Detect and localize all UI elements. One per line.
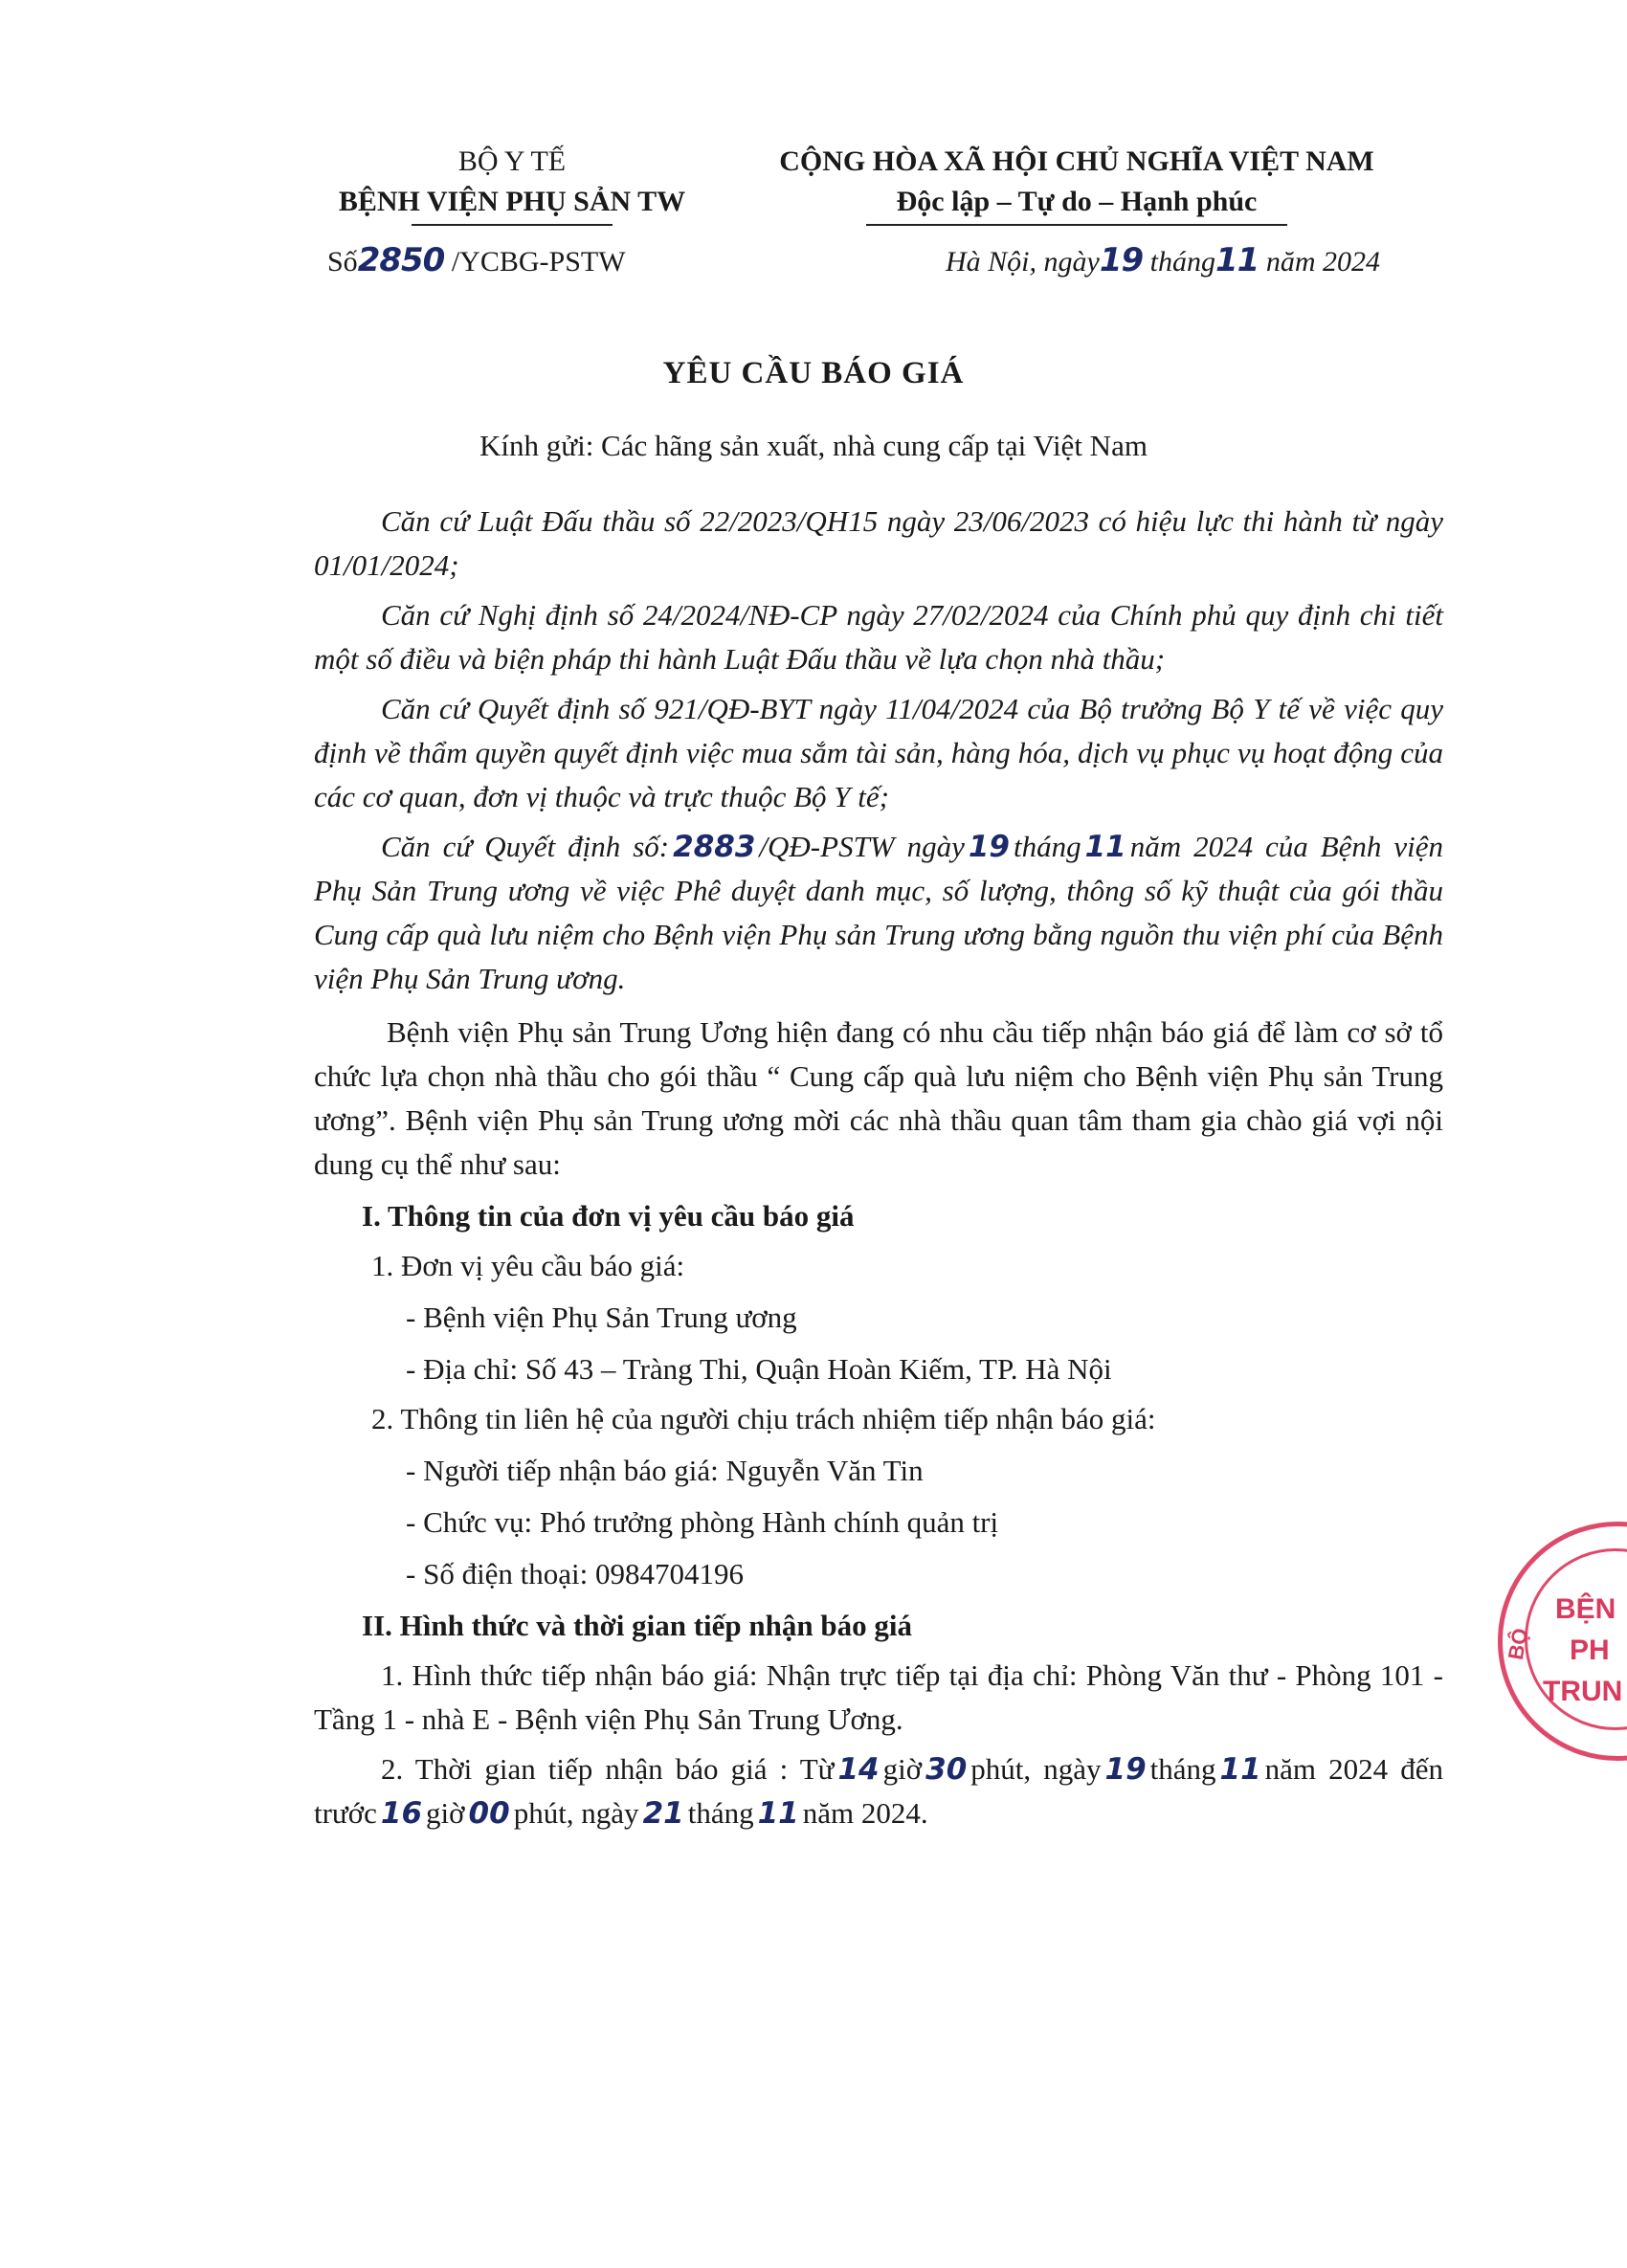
to-hour: 16 xyxy=(380,1796,423,1831)
time-text-g: phút, ngày xyxy=(513,1796,639,1830)
legal-basis-4-text-b: /QĐ-PSTW ngày xyxy=(759,830,965,863)
hospital-name: BỆNH VIỆN PHỤ SẢN TW xyxy=(338,186,686,217)
legal-basis-4-text-d: năm 2024 của Bệnh viện Phụ Sản Trung ương về việc Phê duyệt danh mục, số lượng, thông số kỹ thuật của gói thầu Cung cấp quà lưu niệm cho Bệnh viện Phụ sản Trung ương bằng nguồn thu viện phí của Bệnh viện Phụ Sản Trung ương. xyxy=(314,830,1443,995)
section-2-item-2 xyxy=(314,1747,1443,1835)
decision-number-handwritten: 2883 xyxy=(673,830,756,864)
seal-text-4: BỘ xyxy=(1503,1626,1533,1662)
recipient-line: Kính gửi: Các hãng sản xuất, nhà cung cấp tại Việt Nam xyxy=(479,429,1148,462)
to-minute: 00 xyxy=(468,1796,510,1831)
document-number xyxy=(327,241,626,279)
section-1-item-1: 1. Đơn vị yêu cầu báo giá: xyxy=(371,1249,685,1282)
from-month: 11 xyxy=(1219,1752,1261,1787)
requesting-unit: - Bệnh viện Phụ Sản Trung ương xyxy=(406,1301,797,1334)
document-title: YÊU CẦU BÁO GIÁ xyxy=(662,356,965,390)
requesting-unit-address: - Địa chỉ: Số 43 – Tràng Thi, Quận Hoàn Kiếm, TP. Hà Nội xyxy=(406,1352,1112,1386)
date-month: 11 xyxy=(1215,241,1259,279)
time-text-b: giờ xyxy=(882,1752,923,1786)
section-2-item-1: 1. Hình thức tiếp nhận báo giá: Nhận trực tiếp tại địa chỉ: Phòng Văn thư - Phòng 101 - Tầng 1 - nhà E - Bệnh viện Phụ Sản Trung Ương. xyxy=(314,1658,1443,1736)
contact-position: - Chức vụ: Phó trưởng phòng Hành chính quản trị xyxy=(406,1505,999,1539)
seal-text-1: BỆN xyxy=(1555,1593,1616,1625)
seal-text-2: PH xyxy=(1570,1634,1610,1666)
legal-basis-4 xyxy=(314,825,1443,1001)
time-text-c: phút, ngày xyxy=(970,1752,1102,1786)
time-text-h: tháng xyxy=(687,1796,754,1830)
national-motto-block xyxy=(747,142,1407,226)
date-month-label: tháng xyxy=(1149,246,1215,278)
to-day: 21 xyxy=(642,1796,684,1831)
to-month: 11 xyxy=(757,1796,799,1831)
section-2-heading: II. Hình thức và thời gian tiếp nhận báo giá xyxy=(362,1609,912,1642)
decision-month-handwritten: 11 xyxy=(1084,830,1126,864)
ministry-name: BỘ Y TẾ xyxy=(457,145,567,177)
legal-basis-4-text-c: tháng xyxy=(1013,830,1081,863)
date-year: năm 2024 xyxy=(1265,246,1380,278)
ref-prefix: Số xyxy=(327,246,358,278)
date-prefix: Hà Nội, ngày xyxy=(946,246,1100,278)
intro-paragraph: Bệnh viện Phụ sản Trung Ương hiện đang có nhu cầu tiếp nhận báo giá để làm cơ sở tổ chức lựa chọn nhà thầu cho gói thầu “ Cung cấp quà lưu niệm cho Bệnh viện Phụ sản Trung ương”. Bệnh viện Phụ sản Trung ương mời các nhà thầu quan tâm tham gia chào giá vợi nội dung cụ thể như sau: xyxy=(314,1015,1443,1181)
seal-text-3: TRUN xyxy=(1543,1676,1623,1707)
legal-basis-1: Căn cứ Luật Đấu thầu số 22/2023/QH15 ngày 23/06/2023 có hiệu lực thi hành từ ngày 01/01/2024; xyxy=(314,504,1443,582)
legal-basis-4-text-a: Căn cứ Quyết định số: xyxy=(381,830,670,863)
issuer-underline xyxy=(412,224,613,226)
date-day: 19 xyxy=(1099,241,1144,279)
time-text-a: 2. Thời gian tiếp nhận báo giá : Từ xyxy=(381,1752,835,1786)
time-text-e: năm 2024 đến trước xyxy=(314,1752,1444,1830)
document-body xyxy=(314,500,1443,1835)
section-1-heading: I. Thông tin của đơn vị yêu cầu báo giá xyxy=(362,1199,855,1233)
decision-day-handwritten: 19 xyxy=(968,830,1010,864)
from-day: 19 xyxy=(1104,1752,1147,1787)
motto-underline xyxy=(866,224,1287,226)
from-hour: 14 xyxy=(837,1752,880,1787)
ref-suffix: /YCBG-PSTW xyxy=(451,246,626,278)
issue-date xyxy=(946,241,1380,279)
national-motto: Độc lập – Tự do – Hạnh phúc xyxy=(896,186,1258,217)
contact-person: - Người tiếp nhận báo giá: Nguyễn Văn Tin xyxy=(406,1454,924,1487)
section-1-item-2: 2. Thông tin liên hệ của người chịu trách nhiệm tiếp nhận báo giá: xyxy=(371,1402,1156,1435)
issuer-block xyxy=(287,142,737,226)
time-text-f: giờ xyxy=(426,1796,465,1830)
ref-handwritten-number: 2850 xyxy=(357,241,445,279)
legal-basis-3: Căn cứ Quyết định số 921/QĐ-BYT ngày 11/04/2024 của Bộ trưởng Bộ Y tế về việc quy định về thẩm quyền quyết định việc mua sắm tài sản, hàng hóa, dịch vụ phục vụ hoạt động của các cơ quan, đơn vị thuộc và trực thuộc Bộ Y tế; xyxy=(314,692,1443,813)
contact-phone: - Số điện thoại: 0984704196 xyxy=(406,1557,745,1590)
country-name: CỘNG HÒA XÃ HỘI CHỦ NGHĨA VIỆT NAM xyxy=(779,145,1374,177)
time-text-d: tháng xyxy=(1149,1752,1216,1786)
from-minute: 30 xyxy=(925,1752,968,1787)
time-text-i: năm 2024. xyxy=(802,1796,928,1830)
legal-basis-2: Căn cứ Nghị định số 24/2024/NĐ-CP ngày 27/02/2024 của Chính phủ quy định chi tiết một số điều và biện pháp thi hành Luật Đấu thầu về lựa chọn nhà thầu; xyxy=(314,598,1443,676)
